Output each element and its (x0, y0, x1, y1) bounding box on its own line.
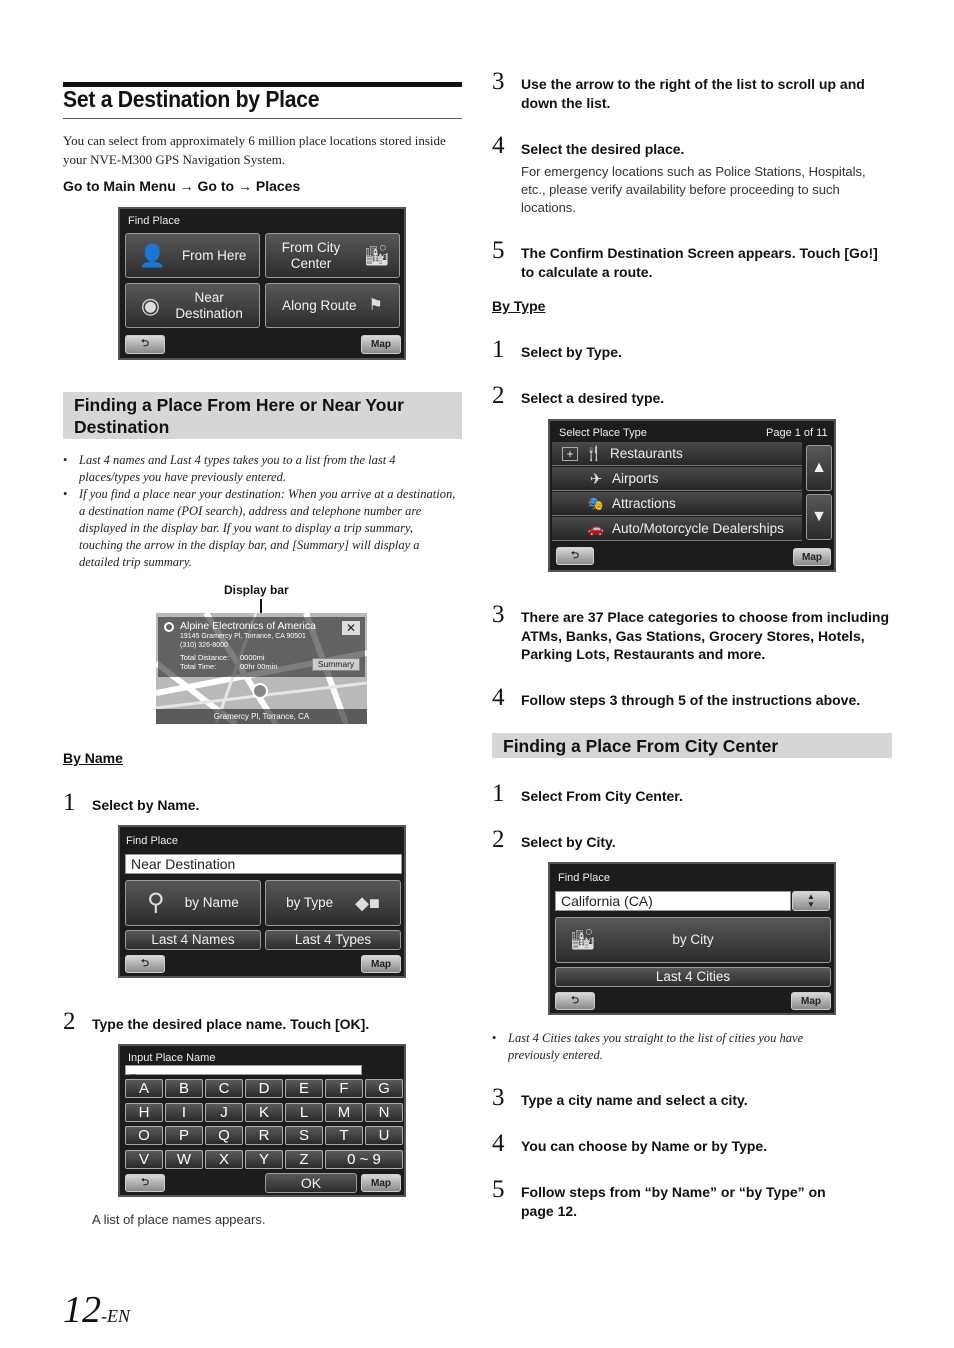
key-button[interactable]: K (245, 1103, 283, 1122)
key-button[interactable]: V (125, 1150, 163, 1169)
display-bar-label: Display bar (224, 583, 289, 597)
by-city-label: by City (672, 932, 714, 947)
ok-button[interactable]: OK (265, 1173, 357, 1193)
step-number: 5 (492, 1176, 505, 1203)
section-heading-from-here: Finding a Place From Here or Near Your Destination (63, 392, 462, 439)
key-button[interactable]: C (205, 1079, 243, 1098)
list-item[interactable] (552, 467, 802, 491)
screen-title: Select Place Type (559, 427, 647, 439)
key-button[interactable]: U (365, 1126, 403, 1145)
screen-title: Find Place (126, 835, 178, 847)
page-number-value: 12 (63, 1289, 101, 1331)
step-text: Select by Type. (521, 344, 622, 360)
note-text: A list of place names appears. (92, 1212, 266, 1227)
page-number (63, 1290, 130, 1336)
list-item[interactable] (552, 492, 802, 516)
key-button[interactable]: S (285, 1126, 323, 1145)
key-button[interactable]: F (325, 1079, 363, 1098)
from-city-center-button[interactable] (265, 233, 400, 278)
scroll-up-button[interactable] (806, 445, 832, 491)
along-route-button[interactable] (265, 283, 400, 328)
from-here-label: From Here (181, 247, 247, 263)
step-number: 2 (492, 826, 505, 853)
back-arrow-icon: ⮌ (140, 957, 149, 969)
key-button[interactable]: A (125, 1079, 163, 1098)
arrow-down-icon: ▼ (811, 508, 827, 525)
place-name-input[interactable]: _ (125, 1065, 362, 1075)
total-time-value: 00hr 00min (240, 662, 278, 671)
key-button[interactable]: L (285, 1103, 323, 1122)
step-number: 3 (492, 68, 505, 95)
spinner-down-icon: ▼ (807, 900, 815, 909)
key-button[interactable]: N (365, 1103, 403, 1122)
spinner-up-icon: ▲ (807, 892, 815, 901)
list-item-label: Auto/Motorcycle Dealerships (612, 521, 784, 536)
step-text: Follow steps 3 through 5 of the instructions above. (521, 692, 861, 708)
key-button[interactable]: Q (205, 1126, 243, 1145)
key-button[interactable]: 0 ~ 9 (325, 1150, 403, 1169)
key-button[interactable]: D (245, 1079, 283, 1098)
step-number: 1 (492, 780, 505, 807)
key-button[interactable]: I (165, 1103, 203, 1122)
back-button[interactable] (125, 1174, 165, 1192)
back-button[interactable] (125, 955, 165, 973)
step-text: There are 37 Place categories to choose from including ATMs, Banks, Gas Stations, Grocery Stores, Hotels, Parking Lots, Restaurants and more. (521, 609, 890, 662)
step-number: 3 (492, 1084, 505, 1111)
place-type-screen (548, 419, 836, 572)
page-suffix: -EN (101, 1306, 130, 1326)
key-button[interactable]: X (205, 1150, 243, 1169)
map-button[interactable]: Map (361, 1174, 401, 1192)
airplane-icon: ✈ (589, 470, 603, 488)
list-item-label: Attractions (612, 496, 676, 511)
search-icon: ⚲ (147, 889, 165, 916)
expand-icon: + (562, 447, 578, 461)
step-number: 1 (63, 789, 76, 816)
step-number: 4 (492, 1130, 505, 1157)
screen-title: Find Place (128, 215, 180, 227)
list-item[interactable] (552, 517, 802, 541)
key-button[interactable]: E (285, 1079, 323, 1098)
key-button[interactable]: P (165, 1126, 203, 1145)
scroll-down-button[interactable] (806, 494, 832, 540)
total-time-label: Total Time: (180, 662, 217, 671)
find-place-name-screen (118, 825, 406, 978)
display-bar-screen (156, 613, 367, 724)
poi-name: Alpine Electronics of America (180, 620, 316, 632)
intro-paragraph: You can select from approximately 6 million place locations stored inside your NVE-M300 GPS Navigation System. (63, 133, 446, 167)
by-type-button[interactable] (265, 880, 401, 926)
by-name-heading: By Name (63, 750, 123, 766)
back-button[interactable] (556, 547, 594, 565)
close-icon[interactable]: ✕ (342, 621, 360, 635)
near-destination-button[interactable] (125, 283, 260, 328)
list-item-label: Restaurants (610, 446, 683, 461)
map-button[interactable]: Map (361, 335, 401, 354)
summary-button[interactable]: Summary (312, 658, 360, 671)
poi-address: 19145 Gramercy Pl, Torrance, CA 90501 (180, 633, 306, 640)
step-number: 4 (492, 132, 505, 159)
step-text: Select a desired type. (521, 390, 665, 406)
back-arrow-icon: ⮌ (140, 1176, 149, 1188)
step-text: Select by City. (521, 834, 616, 850)
bullet-item: • Last 4 Cities takes you straight to the list of cities you have previously entered. (492, 1030, 852, 1064)
by-city-button[interactable] (555, 917, 831, 963)
bullet-item: • Last 4 names and Last 4 types takes you to a list from the last 4 places/types you have previously entered. (63, 452, 458, 486)
city-icon: 🏙 (570, 929, 596, 951)
along-route-label: Along Route (282, 297, 357, 313)
key-button[interactable]: H (125, 1103, 163, 1122)
screen-title: Input Place Name (128, 1052, 216, 1064)
step-text: Select the desired place. (521, 141, 685, 157)
last-4-names-button[interactable]: Last 4 Names (125, 930, 261, 950)
by-name-button[interactable] (125, 880, 261, 926)
page-indicator: Page 1 of 11 (766, 427, 828, 439)
near-destination-field[interactable]: Near Destination (125, 854, 402, 874)
by-type-label: by Type (286, 895, 334, 910)
key-button[interactable]: G (365, 1079, 403, 1098)
last-4-cities-button[interactable]: Last 4 Cities (555, 967, 831, 987)
state-select[interactable]: California (CA) (555, 891, 791, 911)
state-spinner[interactable] (792, 891, 830, 911)
key-button[interactable]: O (125, 1126, 163, 1145)
map-button[interactable]: Map (361, 955, 401, 973)
city-center-screen (548, 862, 836, 1015)
person-icon: 👤 (138, 242, 166, 268)
key-button[interactable]: B (165, 1079, 203, 1098)
step-number: 4 (492, 684, 505, 711)
street-bar: Gramercy Pl, Torrance, CA (156, 709, 367, 724)
restaurant-icon: 🍴 (585, 445, 603, 461)
step-number: 1 (492, 336, 505, 363)
step-number: 2 (492, 382, 505, 409)
section-heading-city-center: Finding a Place From City Center (492, 733, 892, 758)
step-desc: For emergency locations such as Police Stations, Hospitals, etc., please verify availability before proceeding to such locations. (521, 164, 866, 215)
step-text: Use the arrow to the right of the list to scroll up and down the list. (521, 76, 865, 111)
key-button[interactable]: R (245, 1126, 283, 1145)
back-button[interactable] (555, 992, 595, 1010)
key-button[interactable]: W (165, 1150, 203, 1169)
target-icon: ◉ (140, 292, 161, 318)
key-button[interactable]: M (325, 1103, 363, 1122)
list-item-label: Airports (612, 471, 659, 486)
step-text: Type the desired place name. Touch [OK]. (92, 1016, 370, 1032)
step-number: 2 (63, 1008, 76, 1035)
back-button[interactable] (125, 335, 165, 354)
arrow-up-icon: ▲ (811, 459, 827, 476)
near-destination-label: Near Destination (175, 289, 243, 321)
step-text: Select by Name. (92, 797, 200, 813)
step-text: You can choose by Name or by Type. (521, 1138, 768, 1154)
poi-icon (164, 622, 174, 632)
keyboard-screen (118, 1044, 406, 1197)
step-text: Follow steps from “by Name” or “by Type” on page 12. (521, 1184, 826, 1219)
section1-bullets (63, 452, 458, 571)
map-button[interactable]: Map (793, 548, 831, 566)
from-here-button[interactable] (125, 233, 260, 278)
city-center-bullets (492, 1030, 852, 1064)
key-button[interactable]: J (205, 1103, 243, 1122)
total-distance-value: 0000mi (240, 653, 265, 662)
step-number: 5 (492, 237, 505, 264)
shapes-icon: ◆■ (355, 893, 380, 913)
city-icon: 🏙 (364, 244, 390, 267)
back-arrow-icon: ⮌ (570, 994, 579, 1006)
step-text: Type a city name and select a city. (521, 1092, 748, 1108)
find-place-screen (118, 207, 406, 360)
from-city-center-label: From City Center (281, 239, 341, 271)
screen-title: Find Place (558, 872, 610, 884)
total-distance-label: Total Distance: (180, 653, 230, 662)
car-icon: 🚗 (587, 520, 605, 536)
step-text: Select From City Center. (521, 788, 683, 804)
step-number: 3 (492, 601, 505, 628)
key-button[interactable]: Y (245, 1150, 283, 1169)
last-4-types-button[interactable]: Last 4 Types (265, 930, 401, 950)
list-item[interactable] (552, 442, 802, 466)
by-type-heading: By Type (492, 298, 546, 314)
route-flag-icon: ⚑ (368, 296, 383, 314)
poi-phone: (310) 326-8000 (180, 642, 228, 649)
page-title: Set a Destination by Place (63, 86, 320, 112)
key-button[interactable]: T (325, 1126, 363, 1145)
back-arrow-icon: ⮌ (140, 338, 149, 349)
breadcrumb: Go to Main Menu → Go to → Places (63, 178, 301, 194)
key-button[interactable]: Z (285, 1150, 323, 1169)
bullet-item: • If you find a place near your destination: When you arrive at a destination, a destination name (POI search), address and telephone number are displayed in the display bar. If you want to display a trip summary, touching the arrow in the display bar, and [Summary] will display a detailed trip summary. (63, 486, 458, 571)
map-button[interactable]: Map (791, 992, 831, 1010)
back-arrow-icon: ⮌ (570, 549, 579, 561)
step-text: The Confirm Destination Screen appears. Touch [Go!] to calculate a route. (521, 245, 878, 280)
by-name-label: by Name (184, 895, 239, 910)
attractions-icon: 🎭 (587, 495, 605, 511)
